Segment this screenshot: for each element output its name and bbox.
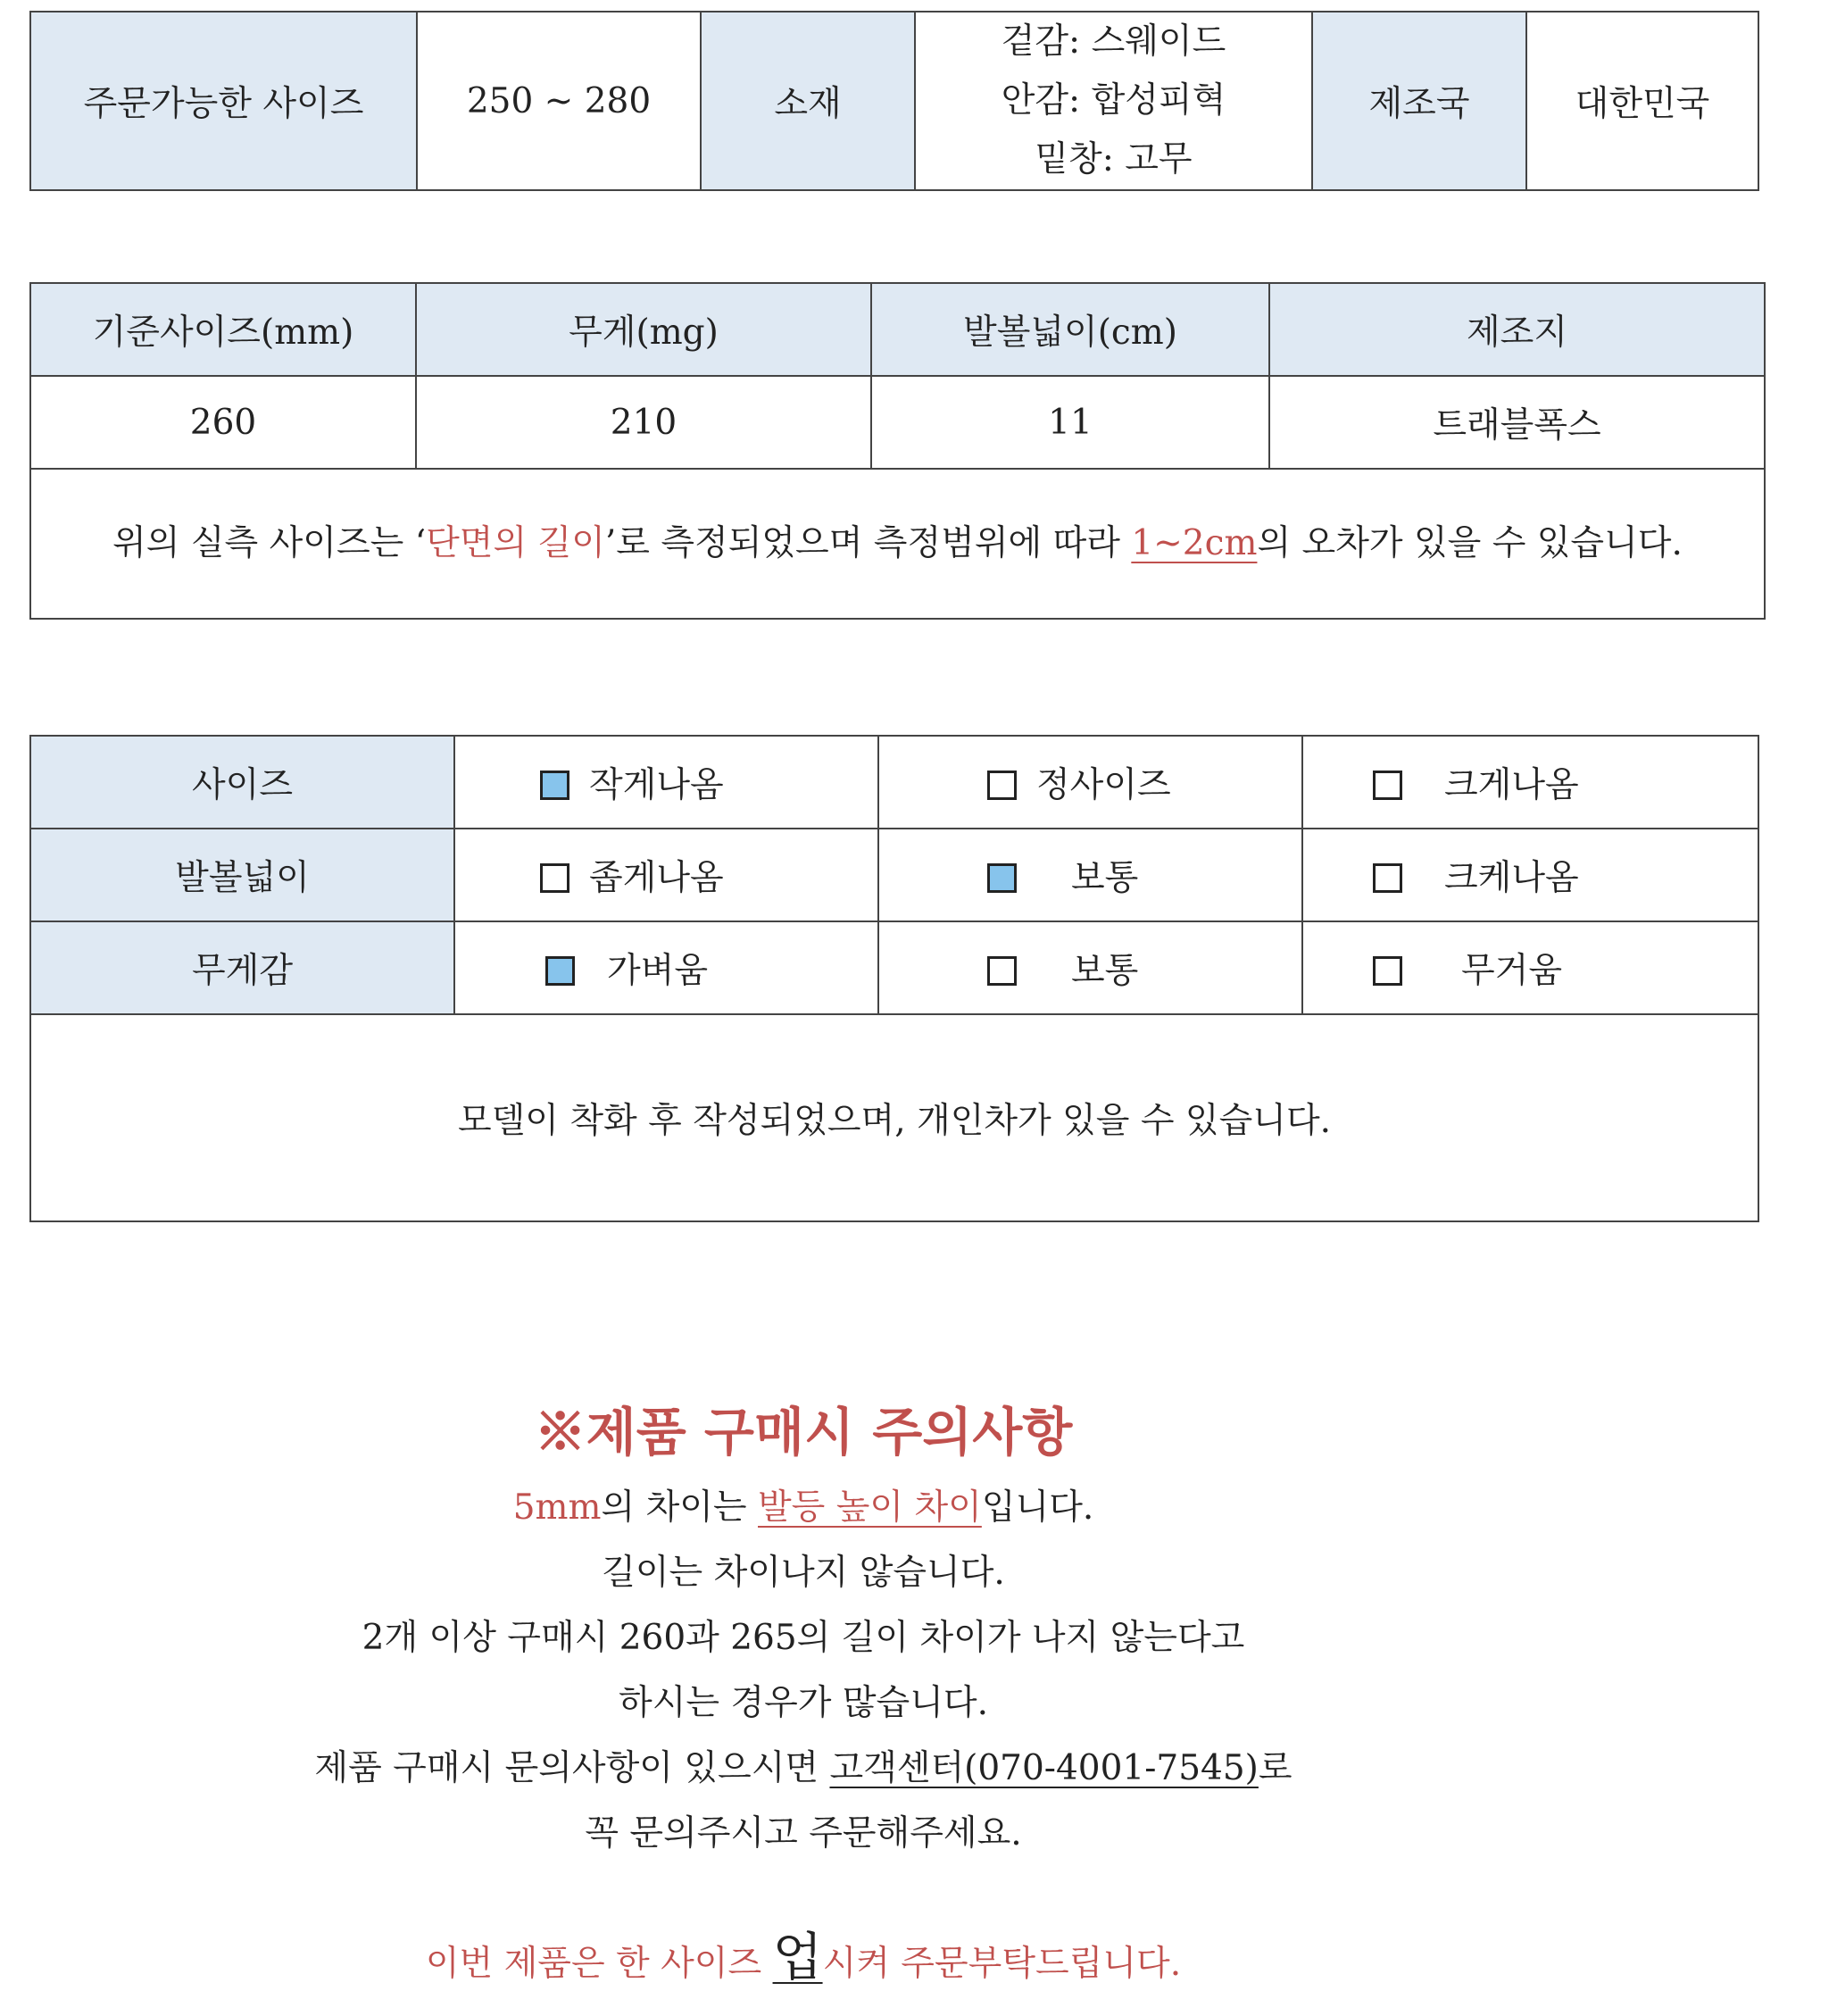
fit-option[interactable] xyxy=(1302,736,1758,829)
header-base-size: 기준사이즈(mm) xyxy=(30,283,416,376)
checkbox-empty-icon[interactable] xyxy=(540,863,569,893)
fit-option[interactable] xyxy=(878,736,1302,829)
fit-option[interactable] xyxy=(454,921,878,1014)
checkbox-empty-icon[interactable] xyxy=(987,956,1017,986)
fit-option-label: 무거움 xyxy=(1461,951,1563,991)
notice-line-5 xyxy=(0,1736,1607,1801)
fit-row-width xyxy=(30,829,1758,921)
fit-option-label: 보통 xyxy=(1071,951,1139,991)
country-label: 제조국 xyxy=(1312,12,1526,190)
fit-option[interactable] xyxy=(454,829,878,921)
note-text-a: 위의 실측 사이즈는 ‘ xyxy=(112,523,427,563)
value-weight: 210 xyxy=(416,376,871,469)
note-highlight: 단면의 길이 xyxy=(426,523,605,563)
notice-size-up xyxy=(0,1925,1607,1996)
material-lining: 안감: 합성피혁 xyxy=(1001,80,1226,121)
fit-label-weight: 무게감 xyxy=(30,921,454,1014)
size-label: 주문가능한 사이즈 xyxy=(30,12,417,190)
fit-option-label: 크케나옴 xyxy=(1444,858,1579,898)
fit-option-label: 정사이즈 xyxy=(1036,765,1171,805)
value-base-size: 260 xyxy=(30,376,416,469)
checkbox-checked-icon[interactable] xyxy=(545,956,575,986)
note-text-b: ’로 측정되었으며 측정범위에 따라 xyxy=(604,523,1132,563)
notice-line-4: 하시는 경우가 많습니다. xyxy=(619,1683,988,1723)
header-width: 발볼넓이(cm) xyxy=(871,283,1269,376)
material-label: 소재 xyxy=(701,12,915,190)
checkbox-empty-icon[interactable] xyxy=(987,771,1017,800)
customer-center-link[interactable]: 고객센터(070-4001-7545) xyxy=(829,1748,1259,1788)
fit-option[interactable] xyxy=(1302,921,1758,1014)
purchase-notice xyxy=(0,1393,1607,1996)
fit-row-size xyxy=(30,736,1758,829)
notice-text: 시켜 주문부탁드립니다. xyxy=(822,1944,1182,1984)
fit-label-width: 발볼넓이 xyxy=(30,829,454,921)
fit-option-label: 보통 xyxy=(1071,858,1139,898)
material-sole: 밑창: 고무 xyxy=(1035,139,1193,179)
header-weight: 무게(mg) xyxy=(416,283,871,376)
note-tolerance: 1~2cm xyxy=(1131,523,1258,563)
fit-option[interactable] xyxy=(878,829,1302,921)
product-info-table xyxy=(29,11,1759,191)
checkbox-empty-icon[interactable] xyxy=(1373,956,1402,986)
notice-text: 이번 제품은 한 사이즈 xyxy=(425,1944,773,1984)
notice-line-2: 길이는 차이나지 않습니다. xyxy=(602,1553,1005,1593)
value-maker: 트래블폭스 xyxy=(1269,376,1765,469)
note-text-c: 의 오차가 있을 수 있습니다. xyxy=(1257,523,1683,563)
fit-option[interactable] xyxy=(878,921,1302,1014)
checkbox-checked-icon[interactable] xyxy=(540,771,569,800)
notice-line-3: 2개 이상 구매시 260과 265의 길이 차이가 나지 않는다고 xyxy=(362,1618,1245,1658)
notice-5mm: 5mm xyxy=(512,1487,602,1528)
notice-line-1 xyxy=(0,1475,1607,1540)
header-maker: 제조지 xyxy=(1269,283,1765,376)
material-value xyxy=(915,12,1312,190)
fit-label-size: 사이즈 xyxy=(30,736,454,829)
material-outer: 겉감: 스웨이드 xyxy=(1001,21,1226,62)
size-range: 250 ~ 280 xyxy=(417,12,701,190)
fit-option-label: 좁게나옴 xyxy=(589,858,724,898)
fit-option[interactable] xyxy=(1302,829,1758,921)
fit-table xyxy=(29,735,1759,1222)
measurement-note xyxy=(30,469,1765,619)
fit-option-label: 가벼움 xyxy=(607,951,709,991)
notice-text: 제품 구매시 문의사항이 있으시면 xyxy=(314,1748,830,1788)
notice-title: ※제품 구매시 주의사항 xyxy=(534,1402,1073,1462)
fit-option[interactable] xyxy=(454,736,878,829)
fit-option-label: 크게나옴 xyxy=(1444,765,1579,805)
notice-text: 의 차이는 xyxy=(601,1487,758,1528)
fit-note: 모델이 착화 후 작성되었으며, 개인차가 있을 수 있습니다. xyxy=(30,1014,1758,1221)
notice-line-6: 꼭 문의주시고 주문해주세요. xyxy=(585,1813,1022,1854)
size-up-word: 업 xyxy=(772,1927,823,1987)
checkbox-empty-icon[interactable] xyxy=(1373,771,1402,800)
notice-text: 입니다. xyxy=(981,1487,1094,1528)
value-width: 11 xyxy=(871,376,1269,469)
checkbox-checked-icon[interactable] xyxy=(987,863,1017,893)
fit-row-weight xyxy=(30,921,1758,1014)
notice-text: 로 xyxy=(1258,1748,1293,1788)
fit-option-label: 작게나옴 xyxy=(589,765,724,805)
measurement-table xyxy=(29,282,1766,620)
country-value: 대한민국 xyxy=(1526,12,1758,190)
notice-instep-height: 발등 높이 차이 xyxy=(758,1487,982,1528)
checkbox-empty-icon[interactable] xyxy=(1373,863,1402,893)
